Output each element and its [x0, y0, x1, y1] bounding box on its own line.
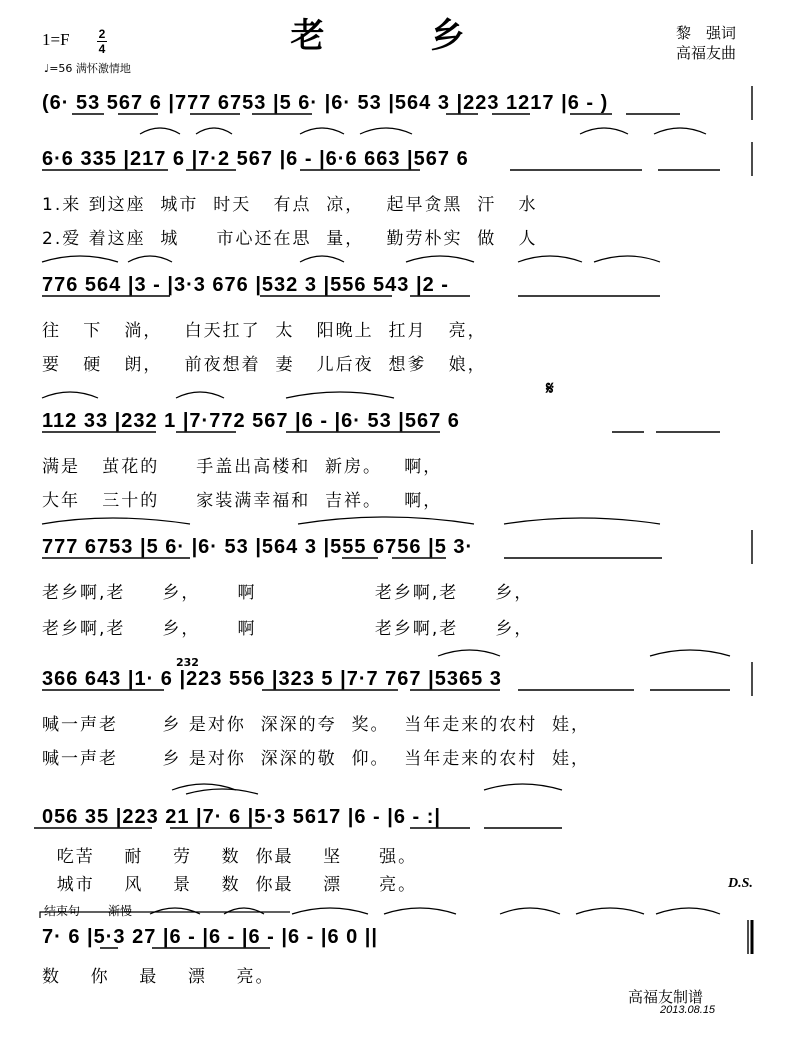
slur-marks [42, 128, 730, 914]
dal-segno-marking: D.S. [728, 876, 753, 891]
segno-sign: 𝄋 [546, 378, 554, 399]
lyric-line-7-verse-2: 城市 风 景 数 你最 漂 亮。 [42, 875, 418, 895]
lyric-line-3-verse-2: 要 硬 朗， 前夜想着 妻 儿后夜 想爹 娘， [42, 355, 487, 375]
notation-line-1: (6· 53 567 6 |777 6753 |5 6· |6· 53 |564 3 |223 1217 |6 - ) [42, 92, 609, 114]
composer-credit: 高福友曲 [676, 44, 737, 62]
lyric-line-3-verse-1: 往 下 淌， 白天扛了 太 阳晚上 扛月 亮， [42, 321, 487, 341]
notation-line-7: 056 35 |223 21 |7· 6 |5·3 5617 |6 - |6 - :| [42, 806, 442, 828]
notation-line-2: 6·6 335 |217 6 |7·2 567 |6 - |6·6 663 |567 6 [42, 148, 469, 170]
song-title: 老 乡 [290, 16, 501, 56]
score-maker-credit: 高福友制谱 [628, 988, 704, 1006]
ritardando-label: 渐慢 [108, 904, 133, 918]
lyric-line-7-verse-1: 吃苦 耐 劳 数 你最 坚 强。 [42, 847, 418, 867]
lyric-line-2-verse-1: 1.来 到这座 城市 时天 有点 凉， 起早贪黑 汗 水 [42, 195, 538, 215]
notation-line-5: 777 6753 |5 6· |6· 53 |564 3 |555 6756 |5 3· [42, 536, 474, 558]
notation-line-4: 112 33 |232 1 |7·772 567 |6 - |6· 53 |567 6 [42, 410, 460, 432]
meter-top: 2 [98, 27, 106, 41]
meter-bottom: 4 [98, 42, 106, 56]
lyric-line-4-verse-2: 大年 三十的 家装满幸福和 吉祥。 啊， [42, 491, 443, 511]
lyric-line-8: 数 你 最 漂 亮。 [42, 967, 275, 987]
underline-marks [34, 114, 730, 948]
lyric-line-4-verse-1: 满是 茧花的 手盖出高楼和 新房。 啊， [42, 457, 443, 477]
notation-line-3: 776 564 |3 - |3·3 676 |532 3 |556 543 |2 - [42, 274, 449, 296]
notation-line-6: 366 643 |1· 6 |223 556 |323 5 |7·7 767 |5365 3 [42, 668, 502, 690]
lyric-line-2-verse-2: 2.爱 着这座 城 市心还在思 量， 勤劳朴实 做 人 [42, 229, 538, 249]
lyric-line-6-verse-1: 喊一声老 乡 是对你 深深的夸 奖。 当年走来的农村 娃， [42, 715, 591, 735]
lyric-line-5-verse-2: 老乡啊,老 乡， 啊 老乡啊,老 乡， [42, 619, 534, 639]
score-date: 2013.08.15 [660, 1004, 716, 1016]
notation-line-8: 7· 6 |5·3 27 |6 - |6 - |6 - |6 - |6 0 || [42, 926, 378, 948]
ending-bracket [40, 912, 290, 918]
tempo-marking: ♩=56 满怀激情地 [44, 62, 131, 75]
barline-marks [748, 86, 752, 954]
ending-label: 结束句 [44, 904, 81, 918]
lyricist-credit: 黎 强词 [676, 24, 737, 42]
key-signature: 1=F [42, 30, 70, 49]
lyric-line-6-verse-2: 喊一声老 乡 是对你 深深的敬 仰。 当年走来的农村 娃， [42, 749, 591, 769]
lyric-line-5-verse-1: 老乡啊,老 乡， 啊 老乡啊,老 乡， [42, 583, 534, 603]
grace-notes: 232 [176, 656, 199, 669]
